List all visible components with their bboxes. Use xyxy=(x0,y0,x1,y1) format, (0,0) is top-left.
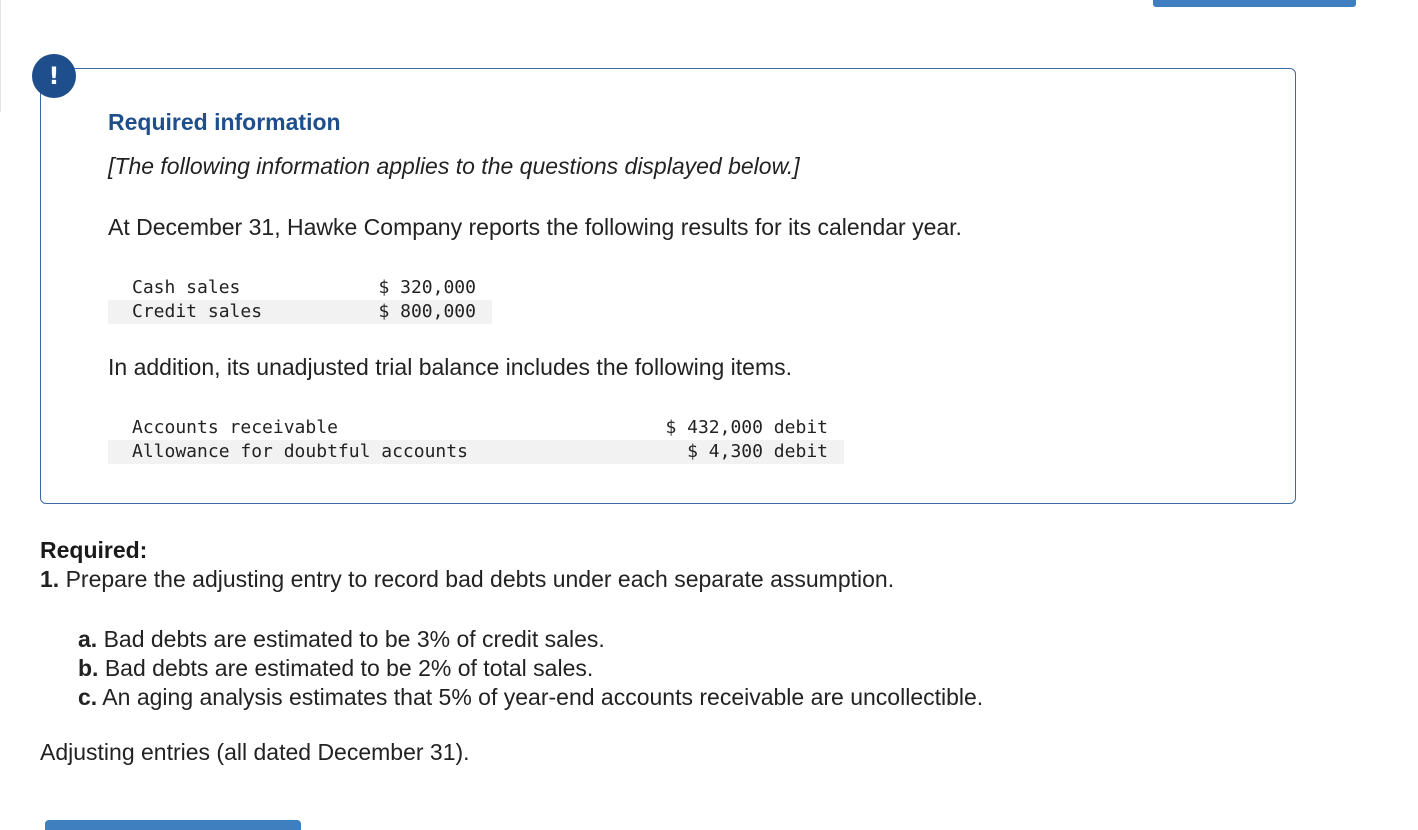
adjusting-entries-note: Adjusting entries (all dated December 31). xyxy=(40,739,470,765)
account-label: Accounts receivable xyxy=(132,417,338,438)
account-value: $ 4,300 debit xyxy=(552,440,844,464)
assumption-text: An aging analysis estimates that 5% of year-end accounts receivable are uncollectible. xyxy=(97,684,984,710)
item-number: 1. xyxy=(40,566,60,592)
assumption-b xyxy=(78,655,593,682)
item-text: Prepare the adjusting entry to record bad debts under each separate assumption. xyxy=(59,566,895,592)
sales-value: $ 800,000 xyxy=(332,300,492,324)
required-item-1 xyxy=(40,566,894,593)
bottom-tab-button[interactable] xyxy=(45,820,301,830)
table-row xyxy=(108,276,492,300)
assumption-letter: c. xyxy=(78,684,98,710)
sales-label: Credit sales xyxy=(108,300,332,324)
sales-label: Cash sales xyxy=(132,277,241,298)
info-applies-note: [The following information applies to the questions displayed below.] xyxy=(108,153,800,179)
assumption-c xyxy=(78,684,983,711)
assumption-letter: b. xyxy=(78,655,99,681)
account-value: $ 432,000 debit xyxy=(665,417,828,438)
table-row xyxy=(108,416,844,440)
left-edge-divider xyxy=(0,0,1,112)
table-row xyxy=(108,300,492,324)
assumption-a xyxy=(78,626,605,653)
sales-value: $ 320,000 xyxy=(378,277,476,298)
addition-text: In addition, its unadjusted trial balance includes the following items. xyxy=(108,354,793,380)
table-row xyxy=(108,440,844,464)
assumption-letter: a. xyxy=(78,626,98,652)
required-label: Required: xyxy=(40,537,148,563)
required-information-title: Required information xyxy=(108,109,341,135)
assumption-text: Bad debts are estimated to be 2% of total sales. xyxy=(98,655,594,681)
top-tab-button[interactable] xyxy=(1153,0,1356,7)
sales-table xyxy=(108,276,492,324)
exclamation-icon: ! xyxy=(32,54,76,98)
assumption-text: Bad debts are estimated to be 3% of credit sales. xyxy=(97,626,605,652)
intro-text: At December 31, Hawke Company reports the following results for its calendar year. xyxy=(108,214,962,240)
account-label: Allowance for doubtful accounts xyxy=(108,440,552,464)
trial-balance-table xyxy=(108,416,844,464)
